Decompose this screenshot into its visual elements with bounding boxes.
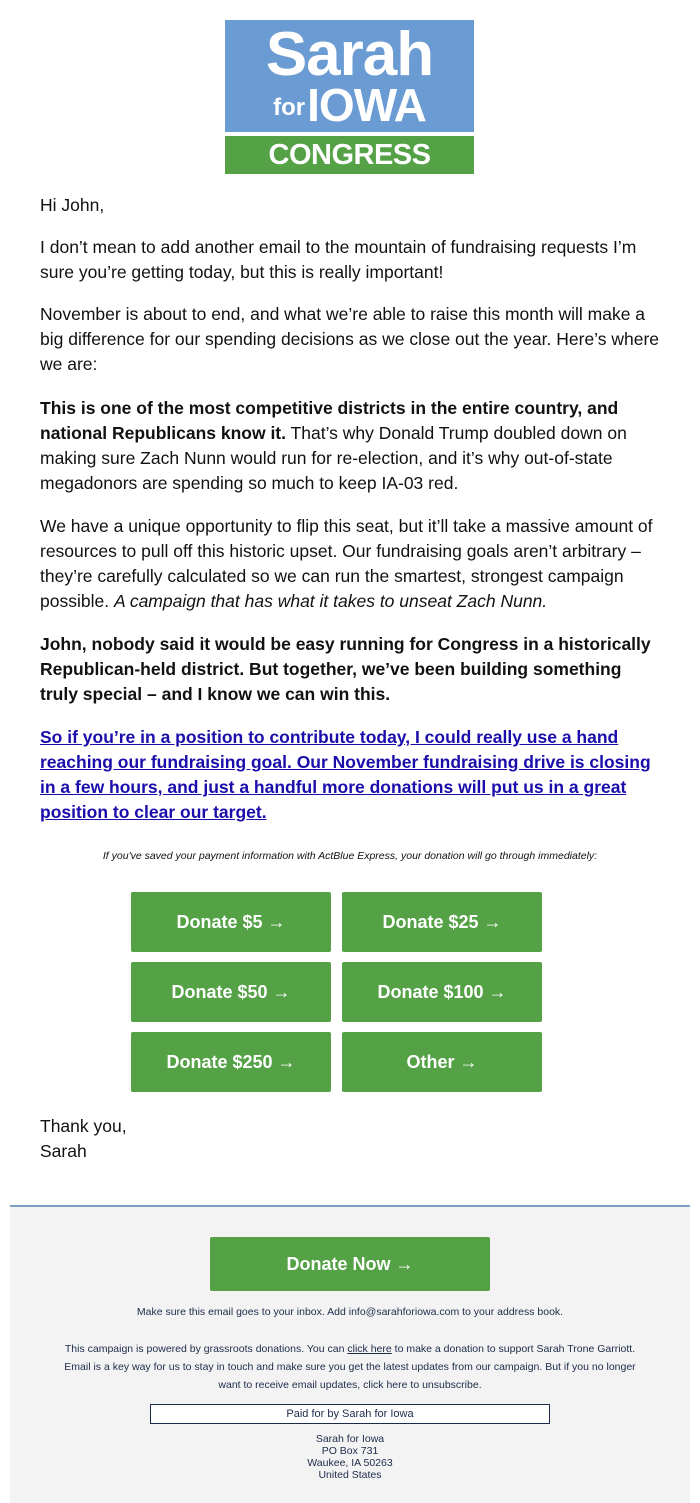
- paragraph-4-text: We have a unique opportunity to flip this seat, but it’ll take a massive amount of resources to pull off this historic upset. Our fundraising goals aren’t arbitrary – they’re carefully calculated so we can run the smartest, strongest campaign possible.: [40, 516, 653, 611]
- paragraph-2-text: November is about to end, and what we’re able to raise this month will make a big difference for our spending decisions as we close out the year. Here’s where we are:: [40, 304, 660, 374]
- address-book-note: Make sure this email goes to your inbox. Add info@sarahforiowa.com to your address book.: [136, 1306, 564, 1318]
- paragraph-4-italic: A campaign that has what it takes to unseat Zach Nunn.: [113, 591, 548, 611]
- click-here-donate-link[interactable]: click here: [347, 1343, 392, 1355]
- logo-office: CONGRESS: [225, 136, 474, 174]
- paragraph-3-rest: That’s why Donald Trump doubled down on making sure Zach Nunn would run for re-election, and it’s why out-of-state megadonors are spending so much to keep IA-03 red.: [40, 423, 627, 493]
- paid-for-box: Paid for by Sarah for Iowa: [150, 1404, 550, 1424]
- donate-other-button[interactable]: Other →: [342, 1032, 542, 1092]
- actblue-note: If you've saved your payment information with ActBlue Express, your donation will go through immediately:: [102, 850, 598, 862]
- donate-5-button[interactable]: Donate $5 →: [131, 892, 331, 952]
- contribute-link[interactable]: So if you’re in a position to contribute today, I could really use a hand reaching our fundraising goal. Our November fundraising drive is closing in a few hours, and just a handful more donations will put us in a great position to clear our target.: [40, 727, 651, 822]
- powered-post: to make a donation to support Sarah Trone Garriott.: [391, 1343, 636, 1355]
- donate-50-button[interactable]: Donate $50 →: [131, 962, 331, 1022]
- signoff: [40, 1114, 127, 1164]
- mailing-address: [10, 1433, 690, 1481]
- paragraph-5: John, nobody said it would be easy running for Congress in a historically Republican-held district. But together, we’ve been building something truly special – and I know we can win this.: [40, 634, 651, 704]
- paragraph-1-text: I don’t mean to add another email to the mountain of fundraising requests I’m sure you’re getting today, but this is really important!: [40, 237, 637, 282]
- greeting: Hi John,: [40, 195, 105, 215]
- donate-25-button[interactable]: Donate $25 →: [342, 892, 542, 952]
- signoff-name: Sarah: [40, 1141, 87, 1161]
- logo-blue-panel: [225, 20, 474, 132]
- address-line: Sarah for Iowa: [315, 1433, 385, 1445]
- campaign-logo: [225, 20, 474, 174]
- logo-for: for: [273, 94, 306, 121]
- logo-for-iowa: [225, 79, 474, 140]
- powered-pre: This campaign is powered by grassroots donations. You can: [64, 1343, 348, 1355]
- paragraph-cta: [40, 725, 660, 825]
- logo-name: Sarah: [265, 20, 434, 89]
- paragraph-2: [40, 302, 660, 377]
- address-line: PO Box 731: [321, 1445, 379, 1457]
- paragraph-1: [40, 235, 660, 285]
- powered-by-note: [10, 1340, 690, 1358]
- paragraph-3: [40, 396, 660, 496]
- unsubscribe-line-1: Email is a key way for us to stay in touch and make sure you get the latest updates from our campaign. But if you no longer: [64, 1361, 636, 1373]
- donate-100-button[interactable]: Donate $100 →: [342, 962, 542, 1022]
- signoff-thanks: Thank you,: [40, 1116, 127, 1136]
- paragraph-4: [40, 514, 660, 614]
- logo-state: IOWA: [307, 79, 426, 131]
- unsubscribe-link[interactable]: want to receive email updates, click here to unsubscribe.: [218, 1379, 482, 1391]
- address-line: Waukee, IA 50263: [307, 1457, 393, 1469]
- address-line: United States: [318, 1469, 382, 1481]
- donate-now-button[interactable]: Donate Now →: [210, 1237, 490, 1291]
- email-footer: [10, 1205, 690, 1503]
- donate-250-button[interactable]: Donate $250 →: [131, 1032, 331, 1092]
- paragraph-3-bold: This is one of the most competitive districts in the entire country, and national Republicans know it.: [40, 398, 619, 443]
